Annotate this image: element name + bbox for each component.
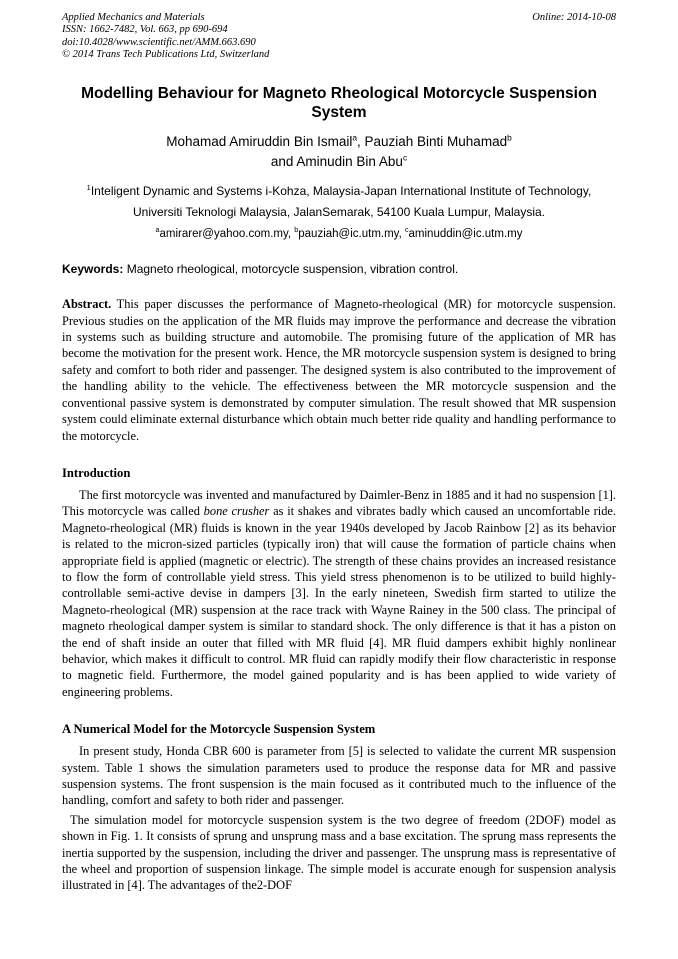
journal-header [62,12,616,62]
email-sup-c: c [404,226,409,235]
issn-line: ISSN: 1662-7482, Vol. 663, pp 690-694 [62,24,228,36]
copyright-line: © 2014 Trans Tech Publications Ltd, Switzerland [62,49,270,61]
online-date: Online: 2014-10-08 [532,12,616,23]
affiliation-line-1 [62,181,616,202]
affiliation-sup-1: 1 [86,183,91,193]
author-emails [62,228,616,240]
affiliation-line-2: Universiti Teknologi Malaysia, JalanSemarak, 54100 Kuala Lumpur, Malaysia. [133,205,545,220]
abstract [62,296,616,444]
affiliation [62,181,616,223]
author-sup-a: a [352,132,357,143]
authors-line-1 [62,134,616,149]
keywords-label: Keywords: [62,262,124,277]
introduction-italic-term: bone crusher [203,504,270,519]
abstract-text: This paper discusses the performance of Magneto-rheological (MR) for motorcycle suspension. Previous studies on the application of the MR fluids may improve the performance and decrease the vibration in systems such as building structure and automobile. The promising future of the application of MR has become the motivation for the present work. Hence, the MR motorcycle suspension system is designed to bring safety and comfort to both rider and passenger. The designed system is also contributed to the improvement of the handling ability to the vehicle. The effectiveness between the MR motorcycle suspension and the conventional passive system is demonstrated by computer simulation. The result showed that MR suspension system could eliminate external disturbance which obtain much better ride quality and handling performance to the motorcycle. [62,297,616,443]
authors-line-2 [62,154,616,169]
numerical-model-paragraph-2: The simulation model for motorcycle suspension system is the two degree of freedom (2DOF) model as shown in Fig. 1. It consists of sprung and unsprung mass and a base excitation. The sprung mass represents the inertia supported by the suspension, including the driver and passenger. The unsprung mass is representative of the wheel and proportion of suspension linkage. The simple model is accurate enough for suspension analysis illustrated in [4]. The advantages of the2-DOF [62,812,616,893]
journal-name: Applied Mechanics and Materials [62,12,205,23]
author-name-2: , Pauziah Binti Muhamad [357,134,508,150]
introduction-text-2: as it shakes and vibrates badly which caused an uncomfortable ride. Magneto-rheological (MR) fluids is known in the year 1940s developed by Jacob Rainbow [2] as its behavior is related to the micron-sized particles (typically iron) that will cause the formation of particle chains when appropriate field is applied (magnetic or electric). The strength of these chains provides an increased resistance to flow the form of controllable yield stress. This yield stress phenomenon is to be utilized to build highly-controllable semi-active devise in dampers [3]. In the early nineteen, Swedish firm started to utilize the Magneto-rheological (MR) suspension at the race track with Wayne Rainey in the 500 class. The principal of magneto rheological damper system is similar to standard shock. The only difference is that it has a piston on the end of shaft inside an outer that filled with MR fluid [4]. MR fluid dampers exhibit highly nonlinear behavior, which makes it difficult to control. MR fluid can rapidly modify their flow characteristic in response to magnetic field. Furthermore, the model gained popularity and is has been applied to wide variety of engineering problems. [62,504,616,699]
introduction-paragraph [62,487,616,700]
author-name-3: and Aminudin Bin Abu [270,154,403,170]
introduction-text-1: The first motorcycle was invented and manufactured by Daimler-Benz in 1885 and it had no suspension [1]. This motorcycle was called [62,487,616,519]
abstract-label: Abstract. [62,297,112,312]
email-sup-a: a [155,226,160,235]
email-c: aminuddin@ic.utm.my [408,228,523,241]
section-heading-numerical-model: A Numerical Model for the Motorcycle Suspension System [62,722,376,737]
numerical-model-paragraph-1: In present study, Honda CBR 600 is parameter from [5] is selected to validate the current MR suspension system. Table 1 shows the simulation parameters used to produce the response data for MR and passive suspension systems. The front suspension is the main focused as it contributed much to the influence of the handling, comfort and safety to both rider and passenger. [62,744,616,808]
author-sup-c: c [402,152,408,163]
author-sup-b: b [507,132,512,143]
doi-line: doi:10.4028/www.scientific.net/AMM.663.690 [62,36,256,48]
email-sup-b: b [294,226,299,235]
affiliation-text-1: Inteligent Dynamic and Systems i-Kohza, Malaysia-Japan International Institute of Technology, [90,184,592,199]
keywords-text: Magneto rheological, motorcycle suspension, vibration control. [126,262,459,277]
author-name-1: Mohamad Amiruddin Bin Ismail [166,134,353,150]
keywords-line [62,262,616,276]
journal-info [62,12,269,62]
section-heading-introduction: Introduction [62,465,131,480]
email-a: amirarer@yahoo.com.my, [159,228,292,241]
paper-title: Modelling Behaviour for Magneto Rheological Motorcycle Suspension System [81,84,597,121]
email-b: pauziah@ic.utm.my, [298,228,402,241]
